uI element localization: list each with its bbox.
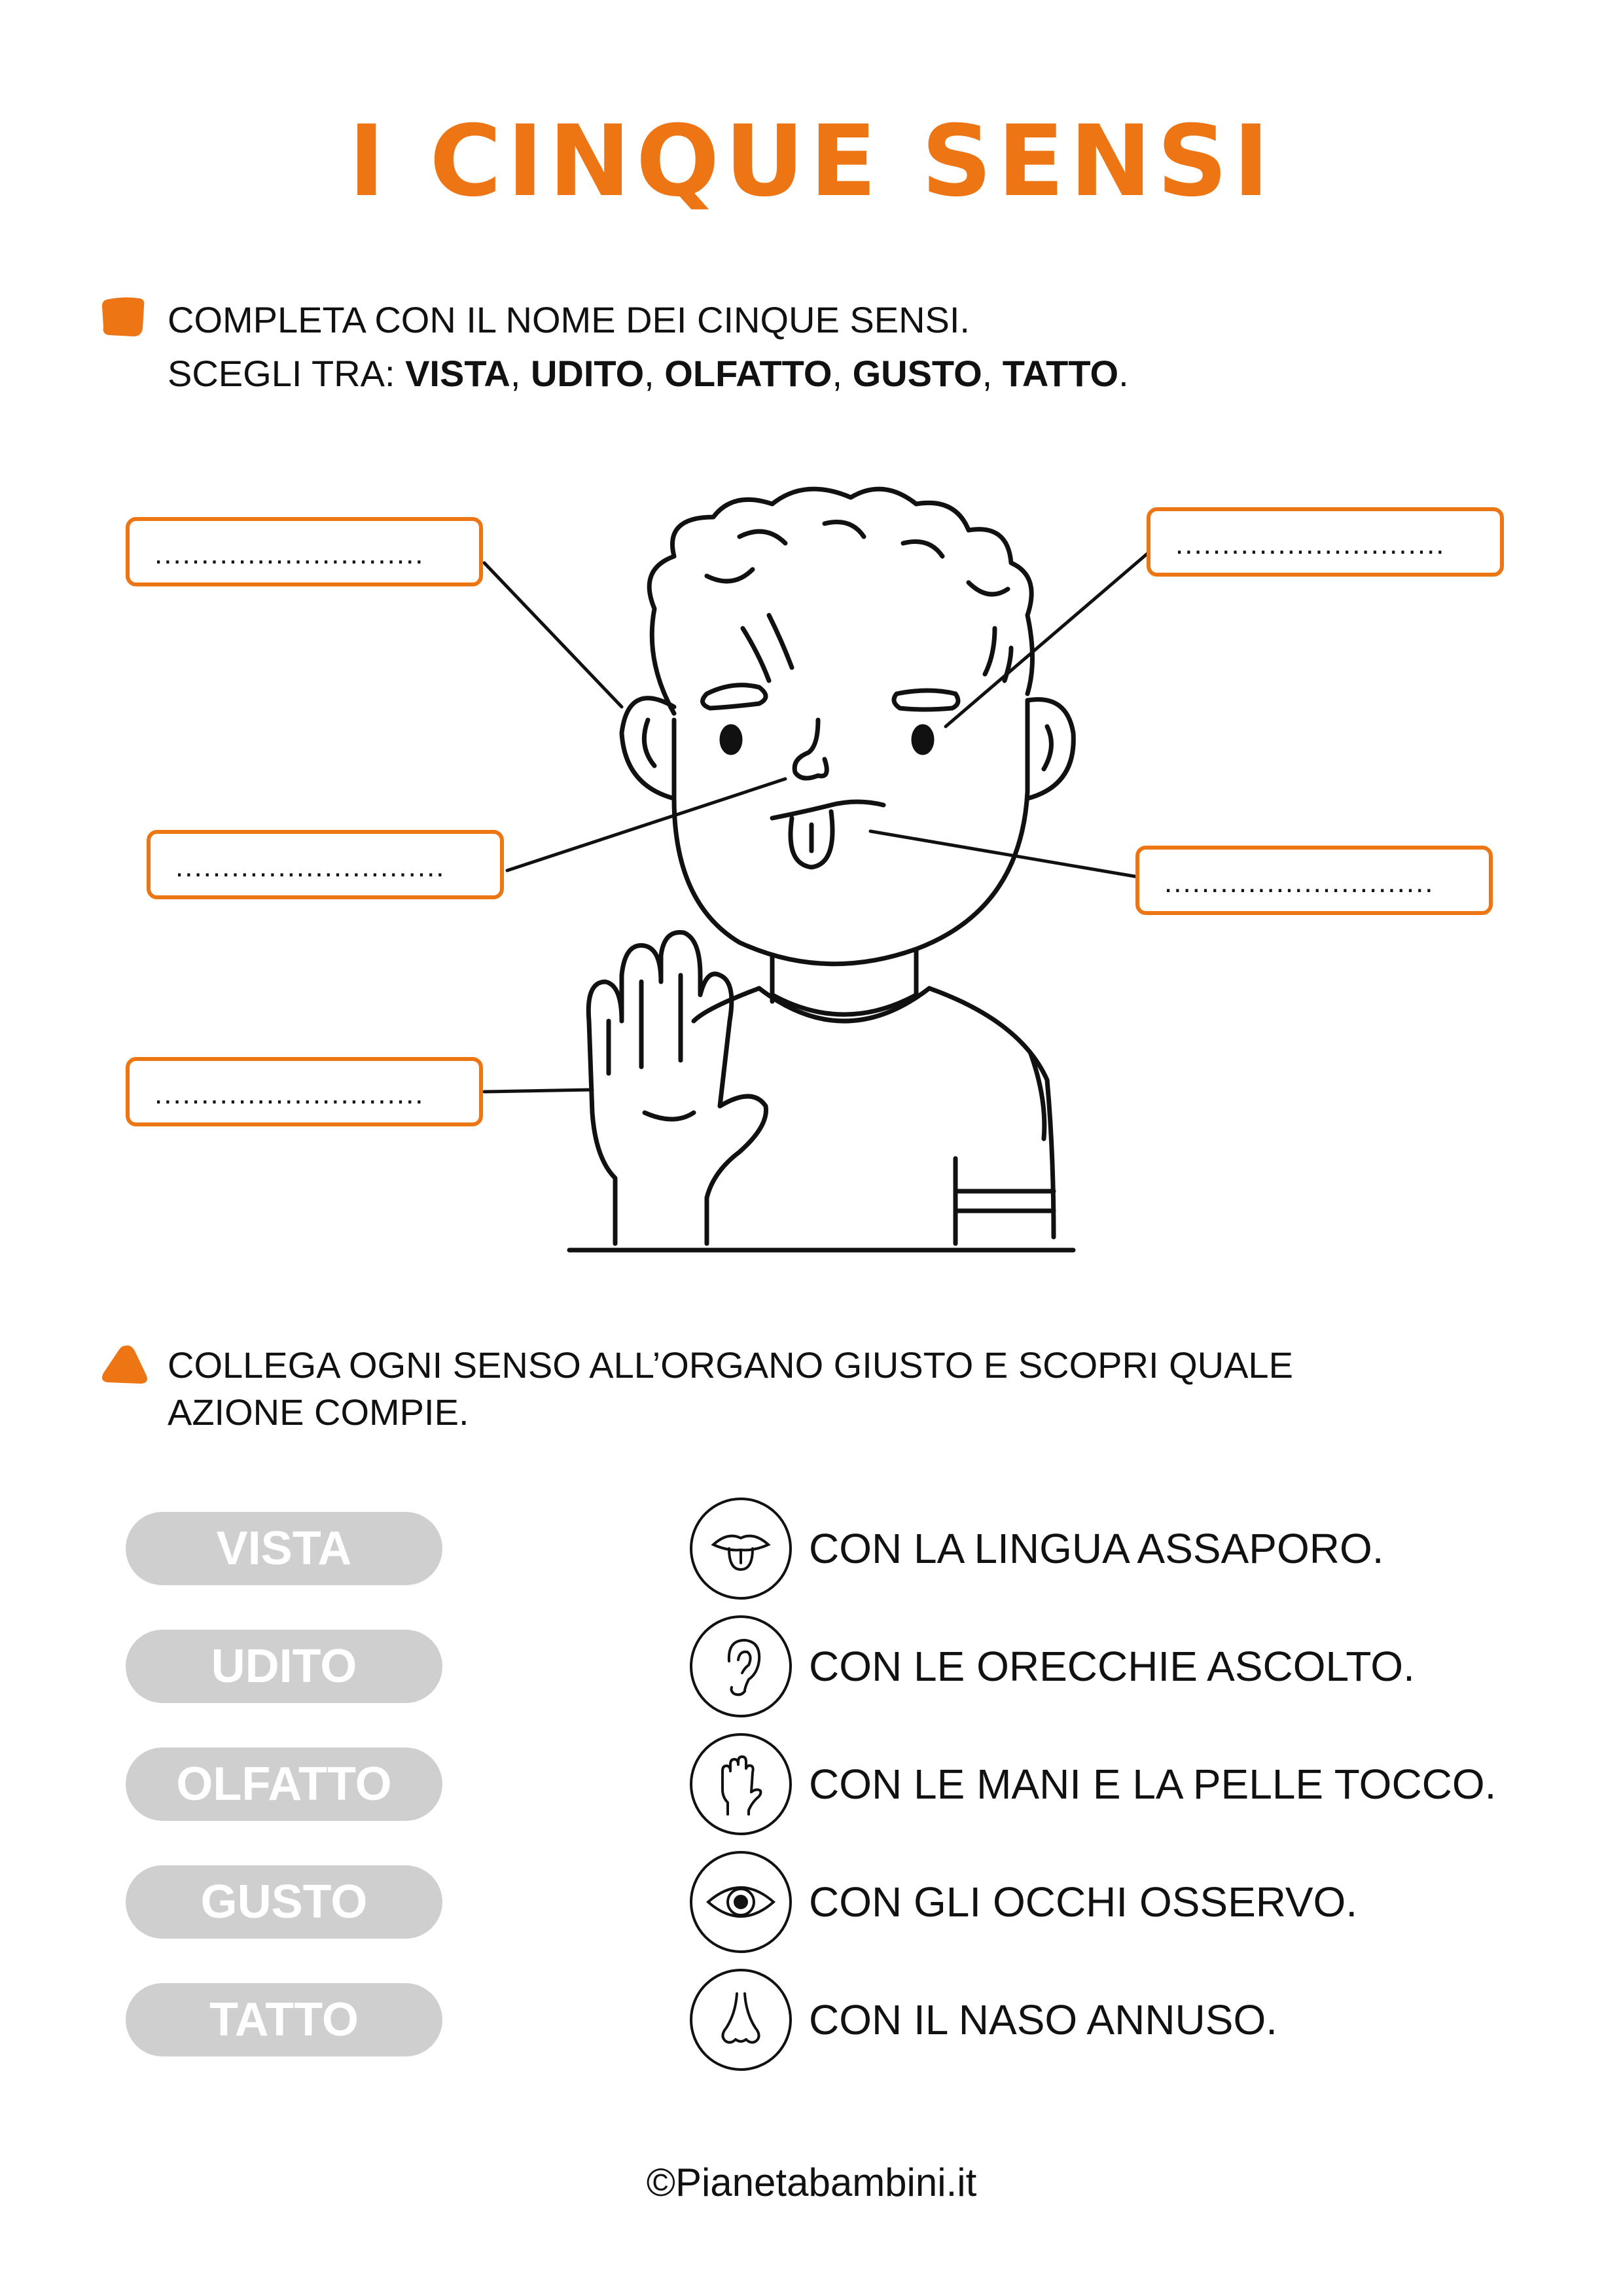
option-gusto: GUSTO [852,353,982,394]
action-text-smell: CON IL NASO ANNUSO. [809,1996,1277,2043]
action-text-taste: CON LA LINGUA ASSAPORO. [809,1525,1384,1572]
label-box-eye[interactable]: ............................. [1147,507,1504,577]
exercise2-line1: COLLEGA OGNI SENSO ALL’ORGANO GIUSTO E SCOPRI QUALE [168,1344,1293,1386]
nose-icon[interactable] [688,1967,793,2072]
orange-triangle-bullet-icon [99,1343,149,1386]
sense-pill-gusto[interactable]: GUSTO [126,1865,442,1939]
option-olfatto: OLFATTO [664,353,832,394]
action-text-touch: CON LE MANI E LA PELLE TOCCO. [809,1761,1497,1808]
exercise1-line1: COMPLETA CON IL NOME DEI CINQUE SENSI. [168,299,970,340]
page-title: I CINQUE SENSI [348,105,1275,219]
sense-pill-olfatto[interactable]: OLFATTO [126,1748,442,1821]
option-udito: UDITO [530,353,645,394]
option-tatto: TATTO [1002,353,1119,394]
sense-pill-vista[interactable]: VISTA [126,1512,442,1585]
label-box-nose[interactable]: ............................. [147,830,504,899]
action-text-sight: CON GLI OCCHI OSSERVO. [809,1878,1358,1926]
label-box-tongue[interactable]: ............................. [1135,846,1493,915]
exercise2-line2: AZIONE COMPIE. [168,1391,469,1433]
label-box-hand[interactable]: ............................. [126,1057,483,1126]
exercise2-instructions [168,1342,1293,1436]
copyright-footer: ©Pianetabambini.it [646,2161,977,2204]
hand-icon[interactable] [688,1732,793,1837]
exercise1-line2: SCEGLI TRA: VISTA, UDITO, OLFATTO, GUSTO, TATTO. [168,353,1129,394]
label-box-ear[interactable]: ............................. [126,517,483,586]
action-text-hearing: CON LE ORECCHIE ASCOLTO. [809,1643,1415,1690]
ear-icon[interactable] [688,1614,793,1719]
sense-pill-tatto[interactable]: TATTO [126,1983,442,2056]
option-vista: VISTA [405,353,510,394]
eye-icon[interactable] [688,1850,793,1954]
mouth-tongue-icon[interactable] [688,1496,793,1601]
sense-pill-udito[interactable]: UDITO [126,1630,442,1703]
